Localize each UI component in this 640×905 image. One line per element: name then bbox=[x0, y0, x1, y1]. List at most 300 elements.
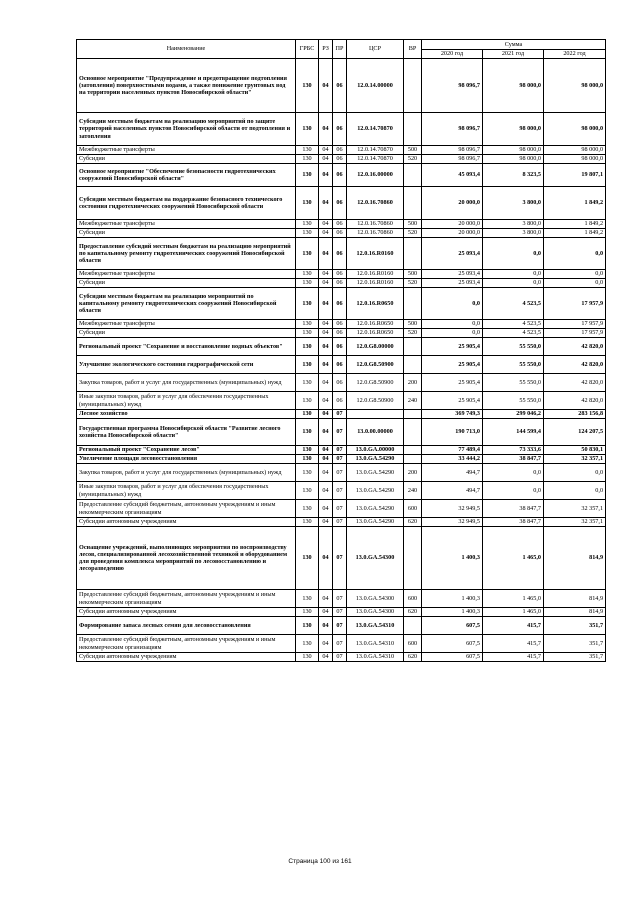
row-pr: 06 bbox=[333, 270, 347, 279]
table-row bbox=[77, 617, 606, 635]
table-row bbox=[77, 288, 606, 320]
row-csr: 12.0.16.70860 bbox=[347, 229, 404, 238]
header-pr: ПР bbox=[333, 40, 347, 59]
row-sum-2022: 1 849,2 bbox=[544, 187, 606, 220]
row-grbs: 130 bbox=[296, 419, 319, 446]
row-name: Закупка товаров, работ и услуг для государственных (муниципальных) нужд bbox=[77, 374, 296, 392]
table-row bbox=[77, 464, 606, 482]
row-sum-2021: 38 847,7 bbox=[483, 518, 544, 527]
row-sum-2020: 190 713,0 bbox=[422, 419, 483, 446]
row-rz: 04 bbox=[319, 410, 333, 419]
row-csr: 12.0.16.70860 bbox=[347, 187, 404, 220]
row-csr: 13.0.GA.54300 bbox=[347, 608, 404, 617]
row-sum-2021: 38 847,7 bbox=[483, 500, 544, 518]
row-csr: 13.0.GA.00000 bbox=[347, 446, 404, 455]
row-grbs: 130 bbox=[296, 356, 319, 374]
row-rz: 04 bbox=[319, 617, 333, 635]
row-vr bbox=[404, 238, 422, 270]
row-name: Субсидии местным бюджетам на реализацию мероприятий по защите территорий населенных пунктов Новосибирской области от подтопления и затопления bbox=[77, 113, 296, 146]
row-csr: 12.0.14.70870 bbox=[347, 155, 404, 164]
row-vr: 600 bbox=[404, 590, 422, 608]
row-grbs: 130 bbox=[296, 410, 319, 419]
row-pr: 07 bbox=[333, 419, 347, 446]
row-sum-2022: 42 820,0 bbox=[544, 338, 606, 356]
row-vr: 600 bbox=[404, 635, 422, 653]
table-row bbox=[77, 653, 606, 662]
row-rz: 04 bbox=[319, 164, 333, 187]
table-row bbox=[77, 374, 606, 392]
row-rz: 04 bbox=[319, 146, 333, 155]
row-vr bbox=[404, 187, 422, 220]
row-csr: 12.0.G8.00000 bbox=[347, 338, 404, 356]
row-sum-2022: 42 820,0 bbox=[544, 356, 606, 374]
row-grbs: 130 bbox=[296, 617, 319, 635]
row-rz: 04 bbox=[319, 419, 333, 446]
row-sum-2020: 1 400,3 bbox=[422, 608, 483, 617]
row-csr: 12.0.16.R0650 bbox=[347, 329, 404, 338]
row-sum-2021: 0,0 bbox=[483, 482, 544, 500]
row-vr: 520 bbox=[404, 279, 422, 288]
row-sum-2020: 25 093,4 bbox=[422, 238, 483, 270]
row-name: Субсидии bbox=[77, 279, 296, 288]
row-csr: 12.0.14.70870 bbox=[347, 146, 404, 155]
row-sum-2020: 1 400,3 bbox=[422, 590, 483, 608]
table-body bbox=[77, 59, 606, 662]
row-sum-2021: 0,0 bbox=[483, 238, 544, 270]
row-vr bbox=[404, 455, 422, 464]
row-name: Закупка товаров, работ и услуг для государственных (муниципальных) нужд bbox=[77, 464, 296, 482]
row-pr: 07 bbox=[333, 500, 347, 518]
row-sum-2022: 32 357,1 bbox=[544, 500, 606, 518]
row-name: Межбюджетные трансферты bbox=[77, 320, 296, 329]
row-vr: 600 bbox=[404, 500, 422, 518]
row-sum-2021: 1 465,0 bbox=[483, 527, 544, 590]
row-sum-2020: 0,0 bbox=[422, 329, 483, 338]
row-sum-2021: 0,0 bbox=[483, 279, 544, 288]
row-pr: 06 bbox=[333, 229, 347, 238]
table-row bbox=[77, 279, 606, 288]
row-csr: 12.0.G8.50900 bbox=[347, 356, 404, 374]
row-rz: 04 bbox=[319, 288, 333, 320]
row-sum-2020: 25 905,4 bbox=[422, 392, 483, 410]
table-row bbox=[77, 187, 606, 220]
row-vr: 240 bbox=[404, 392, 422, 410]
row-name: Предоставление субсидий местным бюджетам на реализацию мероприятий по капитальному ремонту гидротехнических сооружений Новосибирской области bbox=[77, 238, 296, 270]
row-sum-2020: 25 905,4 bbox=[422, 374, 483, 392]
row-csr: 12.0.14.70870 bbox=[347, 113, 404, 146]
row-sum-2021: 415,7 bbox=[483, 653, 544, 662]
table-row bbox=[77, 238, 606, 270]
row-vr: 520 bbox=[404, 229, 422, 238]
row-pr: 06 bbox=[333, 113, 347, 146]
row-name: Иные закупки товаров, работ и услуг для обеспечения государственных (муниципальных) нужд bbox=[77, 482, 296, 500]
row-sum-2022: 283 156,8 bbox=[544, 410, 606, 419]
row-rz: 04 bbox=[319, 187, 333, 220]
row-name: Межбюджетные трансферты bbox=[77, 146, 296, 155]
row-pr: 06 bbox=[333, 356, 347, 374]
row-vr bbox=[404, 164, 422, 187]
row-sum-2022: 814,9 bbox=[544, 608, 606, 617]
row-sum-2022: 32 357,1 bbox=[544, 455, 606, 464]
page-footer: Страница 100 из 161 bbox=[288, 858, 352, 865]
row-name: Межбюджетные трансферты bbox=[77, 270, 296, 279]
row-sum-2022: 42 820,0 bbox=[544, 374, 606, 392]
row-vr bbox=[404, 617, 422, 635]
row-pr: 06 bbox=[333, 320, 347, 329]
row-sum-2022: 0,0 bbox=[544, 464, 606, 482]
row-sum-2020: 98 096,7 bbox=[422, 146, 483, 155]
table-row bbox=[77, 590, 606, 608]
row-csr: 12.0.16.R0650 bbox=[347, 288, 404, 320]
row-pr: 06 bbox=[333, 155, 347, 164]
row-name: Межбюджетные трансферты bbox=[77, 220, 296, 229]
row-csr: 13.0.GA.54300 bbox=[347, 527, 404, 590]
row-vr bbox=[404, 113, 422, 146]
row-vr: 620 bbox=[404, 518, 422, 527]
row-pr: 06 bbox=[333, 146, 347, 155]
row-grbs: 130 bbox=[296, 590, 319, 608]
row-sum-2020: 1 400,3 bbox=[422, 527, 483, 590]
row-grbs: 130 bbox=[296, 320, 319, 329]
row-pr: 07 bbox=[333, 590, 347, 608]
row-sum-2022: 0,0 bbox=[544, 238, 606, 270]
table-row bbox=[77, 229, 606, 238]
row-pr: 07 bbox=[333, 617, 347, 635]
row-sum-2021: 55 550,0 bbox=[483, 392, 544, 410]
row-rz: 04 bbox=[319, 59, 333, 113]
row-grbs: 130 bbox=[296, 279, 319, 288]
row-sum-2022: 19 807,1 bbox=[544, 164, 606, 187]
row-grbs: 130 bbox=[296, 329, 319, 338]
table-row bbox=[77, 482, 606, 500]
row-sum-2020: 0,0 bbox=[422, 320, 483, 329]
row-sum-2022: 0,0 bbox=[544, 270, 606, 279]
row-name: Региональный проект "Сохранение и восстановление водных объектов" bbox=[77, 338, 296, 356]
row-pr: 06 bbox=[333, 187, 347, 220]
header-year-2021: 2021 год bbox=[483, 50, 544, 59]
row-csr: 12.0.16.R0160 bbox=[347, 238, 404, 270]
row-sum-2020: 25 093,4 bbox=[422, 279, 483, 288]
row-rz: 04 bbox=[319, 392, 333, 410]
row-sum-2022: 351,7 bbox=[544, 617, 606, 635]
row-sum-2020: 607,5 bbox=[422, 653, 483, 662]
row-rz: 04 bbox=[319, 500, 333, 518]
row-sum-2022: 42 820,0 bbox=[544, 392, 606, 410]
row-grbs: 130 bbox=[296, 392, 319, 410]
row-sum-2020: 0,0 bbox=[422, 288, 483, 320]
row-rz: 04 bbox=[319, 220, 333, 229]
row-pr: 06 bbox=[333, 374, 347, 392]
row-sum-2021: 55 550,0 bbox=[483, 338, 544, 356]
row-vr: 620 bbox=[404, 608, 422, 617]
row-vr bbox=[404, 410, 422, 419]
row-sum-2022: 1 849,2 bbox=[544, 229, 606, 238]
row-sum-2022: 814,9 bbox=[544, 590, 606, 608]
row-sum-2020: 77 489,4 bbox=[422, 446, 483, 455]
row-pr: 06 bbox=[333, 238, 347, 270]
row-csr: 12.0.G8.50900 bbox=[347, 392, 404, 410]
row-vr: 500 bbox=[404, 270, 422, 279]
row-rz: 04 bbox=[319, 338, 333, 356]
row-grbs: 130 bbox=[296, 59, 319, 113]
row-grbs: 130 bbox=[296, 446, 319, 455]
header-grbs: ГРБС bbox=[296, 40, 319, 59]
row-rz: 04 bbox=[319, 374, 333, 392]
row-grbs: 130 bbox=[296, 113, 319, 146]
row-grbs: 130 bbox=[296, 653, 319, 662]
row-vr: 240 bbox=[404, 482, 422, 500]
row-csr: 13.0.00.00000 bbox=[347, 419, 404, 446]
row-rz: 04 bbox=[319, 329, 333, 338]
row-sum-2022: 50 830,1 bbox=[544, 446, 606, 455]
row-sum-2020: 25 905,4 bbox=[422, 338, 483, 356]
row-grbs: 130 bbox=[296, 500, 319, 518]
row-vr bbox=[404, 419, 422, 446]
row-sum-2020: 25 905,4 bbox=[422, 356, 483, 374]
row-vr bbox=[404, 446, 422, 455]
row-pr: 07 bbox=[333, 464, 347, 482]
row-sum-2020: 32 949,5 bbox=[422, 500, 483, 518]
row-csr: 13.0.GA.54310 bbox=[347, 635, 404, 653]
row-csr: 12.0.14.00000 bbox=[347, 59, 404, 113]
header-year-2022: 2022 год bbox=[544, 50, 606, 59]
row-rz: 04 bbox=[319, 279, 333, 288]
row-csr bbox=[347, 410, 404, 419]
row-sum-2020: 25 093,4 bbox=[422, 270, 483, 279]
row-sum-2021: 0,0 bbox=[483, 270, 544, 279]
row-sum-2021: 98 000,0 bbox=[483, 155, 544, 164]
table-row bbox=[77, 329, 606, 338]
table-row bbox=[77, 146, 606, 155]
row-vr bbox=[404, 356, 422, 374]
row-sum-2020: 98 096,7 bbox=[422, 113, 483, 146]
row-grbs: 130 bbox=[296, 455, 319, 464]
row-sum-2021: 415,7 bbox=[483, 617, 544, 635]
row-pr: 07 bbox=[333, 518, 347, 527]
row-sum-2021: 55 550,0 bbox=[483, 356, 544, 374]
row-pr: 07 bbox=[333, 482, 347, 500]
row-name: Основное мероприятие "Предупреждение и предотвращение подтопления (затопления) поверхностными водами, а также понижение грунтовых вод на территории населенных пунктов Новосибирской области" bbox=[77, 59, 296, 113]
row-sum-2022: 98 000,0 bbox=[544, 59, 606, 113]
row-csr: 12.0.16.R0160 bbox=[347, 279, 404, 288]
row-name: Субсидии bbox=[77, 329, 296, 338]
row-rz: 04 bbox=[319, 446, 333, 455]
row-sum-2021: 415,7 bbox=[483, 635, 544, 653]
row-name: Иные закупки товаров, работ и услуг для обеспечения государственных (муниципальных) нужд bbox=[77, 392, 296, 410]
row-name: Улучшение экологического состояния гидрографической сети bbox=[77, 356, 296, 374]
row-sum-2021: 0,0 bbox=[483, 464, 544, 482]
row-sum-2021: 299 046,2 bbox=[483, 410, 544, 419]
table-row bbox=[77, 270, 606, 279]
table-row bbox=[77, 164, 606, 187]
row-sum-2022: 32 357,1 bbox=[544, 518, 606, 527]
row-vr bbox=[404, 527, 422, 590]
row-rz: 04 bbox=[319, 482, 333, 500]
table-row bbox=[77, 455, 606, 464]
row-csr: 13.0.GA.54290 bbox=[347, 500, 404, 518]
budget-table bbox=[76, 39, 606, 662]
row-vr: 520 bbox=[404, 329, 422, 338]
row-rz: 04 bbox=[319, 653, 333, 662]
row-sum-2021: 144 599,4 bbox=[483, 419, 544, 446]
row-pr: 06 bbox=[333, 164, 347, 187]
table-row bbox=[77, 608, 606, 617]
row-grbs: 130 bbox=[296, 146, 319, 155]
row-sum-2020: 33 444,2 bbox=[422, 455, 483, 464]
row-sum-2021: 98 000,0 bbox=[483, 59, 544, 113]
row-rz: 04 bbox=[319, 455, 333, 464]
row-grbs: 130 bbox=[296, 482, 319, 500]
row-sum-2020: 607,5 bbox=[422, 635, 483, 653]
row-sum-2020: 607,5 bbox=[422, 617, 483, 635]
row-sum-2022: 98 000,0 bbox=[544, 146, 606, 155]
row-csr: 13.0.GA.54310 bbox=[347, 653, 404, 662]
row-sum-2022: 98 000,0 bbox=[544, 155, 606, 164]
row-sum-2020: 98 096,7 bbox=[422, 155, 483, 164]
row-name: Формирование запаса лесных семян для лесовосстановления bbox=[77, 617, 296, 635]
row-name: Оснащение учреждений, выполняющих мероприятия по воспроизводству лесов, специализированной лесохозяйственной техникой и оборудованием для проведения комплекса мероприятий по лесовосстановлению и лесоразведению bbox=[77, 527, 296, 590]
table-row bbox=[77, 500, 606, 518]
row-vr bbox=[404, 338, 422, 356]
row-sum-2020: 369 749,3 bbox=[422, 410, 483, 419]
row-sum-2021: 4 523,5 bbox=[483, 288, 544, 320]
row-name: Увеличение площади лесовосстановления bbox=[77, 455, 296, 464]
row-grbs: 130 bbox=[296, 270, 319, 279]
row-csr: 13.0.GA.54290 bbox=[347, 518, 404, 527]
table-header-row bbox=[77, 40, 606, 50]
row-grbs: 130 bbox=[296, 155, 319, 164]
row-sum-2021: 3 800,0 bbox=[483, 220, 544, 229]
header-year-2020: 2020 год bbox=[422, 50, 483, 59]
row-pr: 06 bbox=[333, 279, 347, 288]
row-rz: 04 bbox=[319, 608, 333, 617]
row-name: Субсидии bbox=[77, 229, 296, 238]
row-name: Государственная программа Новосибирской области "Развитие лесного хозяйства Новосибирской области" bbox=[77, 419, 296, 446]
row-sum-2021: 3 800,0 bbox=[483, 229, 544, 238]
row-pr: 07 bbox=[333, 608, 347, 617]
row-name: Основное мероприятие "Обеспечение безопасности гидротехнических сооружений Новосибирской области" bbox=[77, 164, 296, 187]
row-grbs: 130 bbox=[296, 229, 319, 238]
row-csr: 12.0.16.70860 bbox=[347, 220, 404, 229]
row-grbs: 130 bbox=[296, 527, 319, 590]
row-name: Предоставление субсидий бюджетным, автономным учреждениям и иным некоммерческим организациям bbox=[77, 500, 296, 518]
row-sum-2022: 124 207,5 bbox=[544, 419, 606, 446]
row-sum-2022: 1 849,2 bbox=[544, 220, 606, 229]
table-row bbox=[77, 220, 606, 229]
row-vr bbox=[404, 288, 422, 320]
row-sum-2021: 3 800,0 bbox=[483, 187, 544, 220]
row-grbs: 130 bbox=[296, 187, 319, 220]
row-csr: 12.0.G8.50900 bbox=[347, 374, 404, 392]
row-sum-2022: 17 957,9 bbox=[544, 320, 606, 329]
table-row bbox=[77, 338, 606, 356]
row-rz: 04 bbox=[319, 113, 333, 146]
row-name: Предоставление субсидий бюджетным, автономным учреждениям и иным некоммерческим организациям bbox=[77, 635, 296, 653]
table-row bbox=[77, 356, 606, 374]
row-name: Субсидии bbox=[77, 155, 296, 164]
row-grbs: 130 bbox=[296, 374, 319, 392]
header-vr: ВР bbox=[404, 40, 422, 59]
row-vr: 500 bbox=[404, 220, 422, 229]
row-grbs: 130 bbox=[296, 220, 319, 229]
row-rz: 04 bbox=[319, 464, 333, 482]
row-rz: 04 bbox=[319, 356, 333, 374]
row-sum-2022: 17 957,9 bbox=[544, 329, 606, 338]
table-row bbox=[77, 518, 606, 527]
row-vr: 500 bbox=[404, 320, 422, 329]
row-sum-2020: 494,7 bbox=[422, 482, 483, 500]
row-csr: 12.0.16.00000 bbox=[347, 164, 404, 187]
row-rz: 04 bbox=[319, 590, 333, 608]
row-grbs: 130 bbox=[296, 635, 319, 653]
header-name: Наименование bbox=[77, 40, 296, 59]
row-sum-2022: 98 000,0 bbox=[544, 113, 606, 146]
row-name: Субсидии местным бюджетам на реализацию мероприятий по капитальному ремонту гидротехнических сооружений Новосибирской области bbox=[77, 288, 296, 320]
row-csr: 12.0.16.R0160 bbox=[347, 270, 404, 279]
row-sum-2021: 1 465,0 bbox=[483, 608, 544, 617]
row-sum-2021: 98 000,0 bbox=[483, 146, 544, 155]
row-sum-2021: 1 465,0 bbox=[483, 590, 544, 608]
row-vr: 500 bbox=[404, 146, 422, 155]
row-sum-2022: 17 957,9 bbox=[544, 288, 606, 320]
header-sum: Сумма bbox=[422, 40, 606, 50]
table-row bbox=[77, 320, 606, 329]
row-csr: 12.0.16.R0650 bbox=[347, 320, 404, 329]
row-vr: 520 bbox=[404, 155, 422, 164]
row-grbs: 130 bbox=[296, 518, 319, 527]
row-rz: 04 bbox=[319, 635, 333, 653]
row-grbs: 130 bbox=[296, 464, 319, 482]
row-name: Субсидии автономным учреждениям bbox=[77, 518, 296, 527]
row-sum-2022: 0,0 bbox=[544, 279, 606, 288]
row-sum-2021: 98 000,0 bbox=[483, 113, 544, 146]
table-row bbox=[77, 392, 606, 410]
row-sum-2022: 351,7 bbox=[544, 653, 606, 662]
row-name: Предоставление субсидий бюджетным, автономным учреждениям и иным некоммерческим организациям bbox=[77, 590, 296, 608]
row-csr: 13.0.GA.54290 bbox=[347, 482, 404, 500]
row-vr bbox=[404, 59, 422, 113]
row-name: Субсидии автономным учреждениям bbox=[77, 653, 296, 662]
row-grbs: 130 bbox=[296, 164, 319, 187]
row-name: Лесное хозяйство bbox=[77, 410, 296, 419]
row-sum-2020: 45 093,4 bbox=[422, 164, 483, 187]
header-rz: РЗ bbox=[319, 40, 333, 59]
table-row bbox=[77, 59, 606, 113]
row-sum-2021: 4 523,5 bbox=[483, 320, 544, 329]
table-row bbox=[77, 410, 606, 419]
table-row bbox=[77, 113, 606, 146]
table-row bbox=[77, 155, 606, 164]
row-pr: 06 bbox=[333, 59, 347, 113]
row-pr: 07 bbox=[333, 455, 347, 464]
row-pr: 06 bbox=[333, 288, 347, 320]
row-sum-2021: 73 333,6 bbox=[483, 446, 544, 455]
row-grbs: 130 bbox=[296, 338, 319, 356]
row-sum-2020: 20 000,0 bbox=[422, 220, 483, 229]
row-pr: 07 bbox=[333, 635, 347, 653]
row-name: Региональный проект "Сохранение лесов" bbox=[77, 446, 296, 455]
row-vr: 200 bbox=[404, 464, 422, 482]
row-pr: 07 bbox=[333, 410, 347, 419]
row-pr: 07 bbox=[333, 446, 347, 455]
row-csr: 13.0.GA.54290 bbox=[347, 455, 404, 464]
row-pr: 06 bbox=[333, 338, 347, 356]
row-sum-2021: 38 847,7 bbox=[483, 455, 544, 464]
row-rz: 04 bbox=[319, 229, 333, 238]
row-sum-2020: 20 000,0 bbox=[422, 187, 483, 220]
table-row bbox=[77, 527, 606, 590]
row-sum-2021: 8 323,5 bbox=[483, 164, 544, 187]
